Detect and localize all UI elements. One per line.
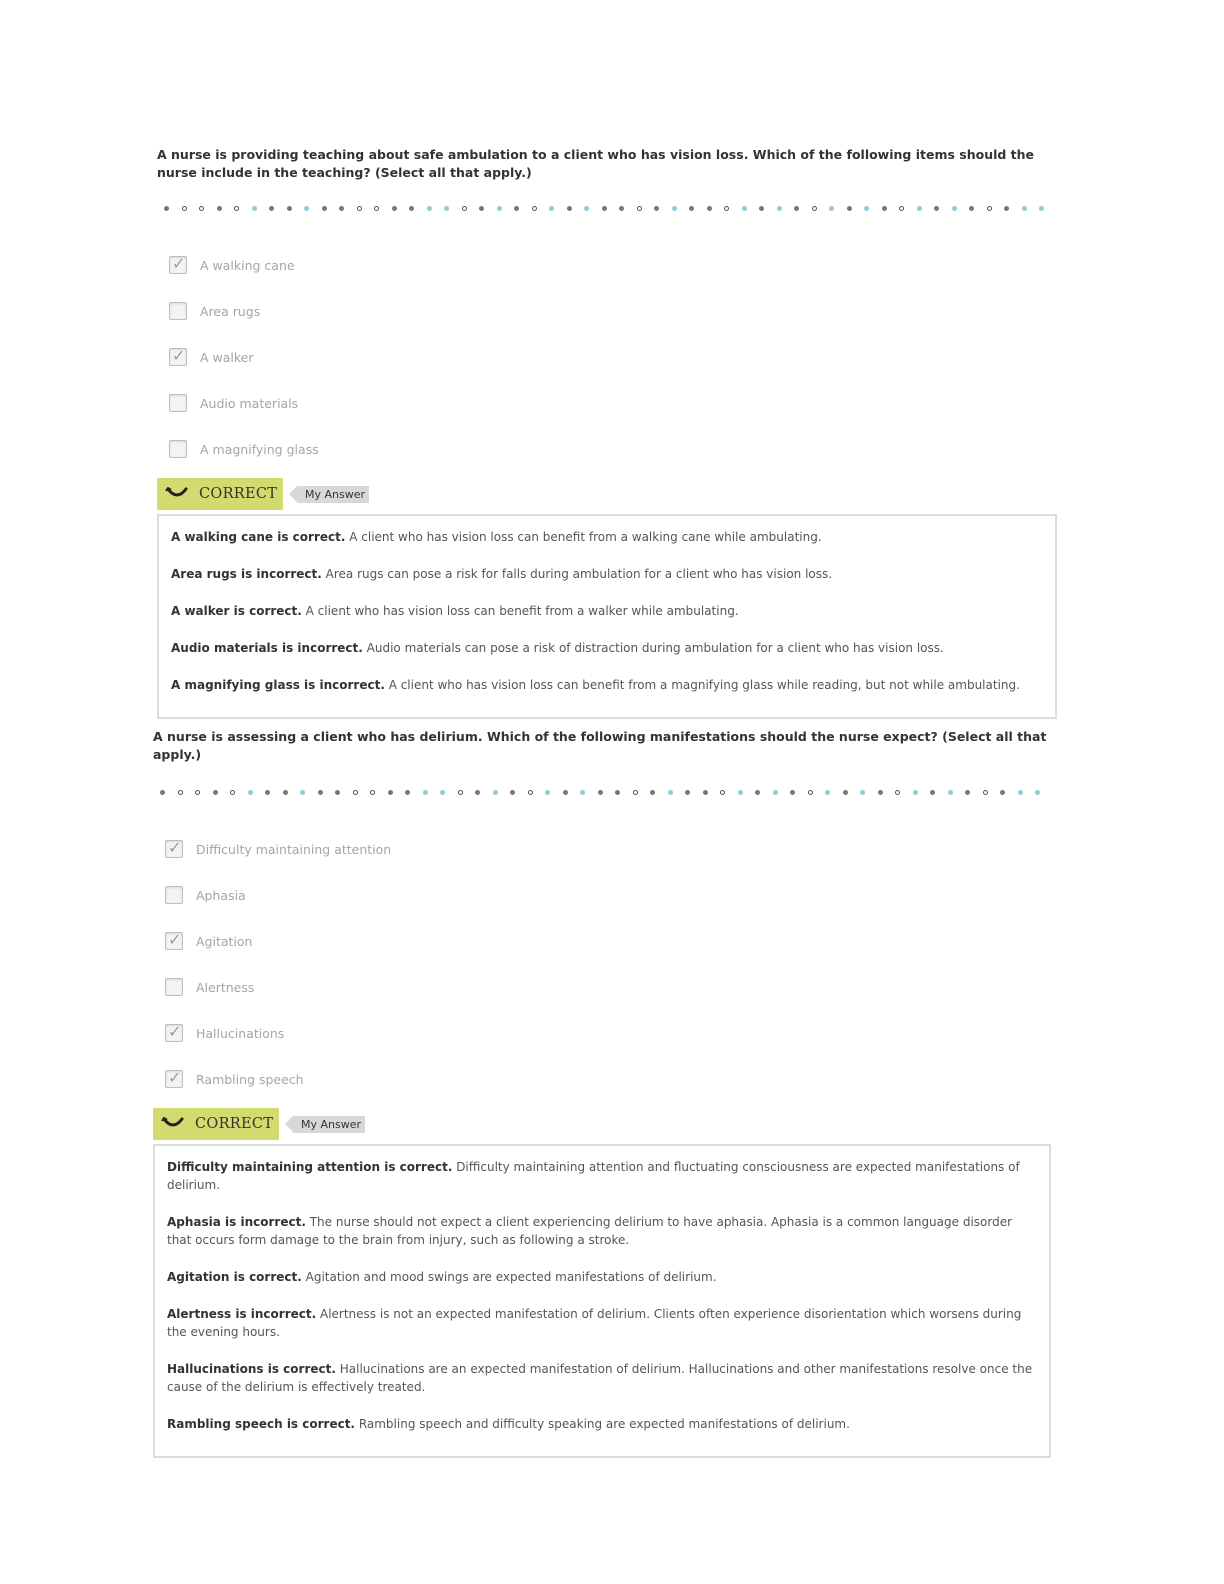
divider-dot [440,790,445,795]
divider-dot [248,790,253,795]
divider-dot [930,790,935,795]
divider-dot [829,206,834,211]
divider-dot [948,790,953,795]
option-checkbox[interactable] [165,932,183,950]
divider-dot [899,206,904,211]
divider-dot [269,206,274,211]
question-text: A nurse is providing teaching about safe ambulation to a client who has vision loss. Which of the following items should the nurse include in the teaching? (Select all that apply.) [157,147,1035,180]
divider-dot [633,790,638,795]
divider-dot [514,206,519,211]
divider-dot [878,790,883,795]
rationale-item: Area rugs is incorrect. Area rugs can pose a risk for falls during ambulation for a client who has vision loss. [171,567,833,581]
divider-dot [580,790,585,795]
option-checkbox[interactable] [169,440,187,458]
option-item[interactable] [153,918,1053,964]
correct-label: CORRECT [199,486,278,502]
option-checkbox[interactable] [165,1070,183,1088]
rationale-item: Agitation is correct. Agitation and mood swings are expected manifestations of delirium. [167,1270,717,1284]
checkmark-icon: ✓ [168,838,182,857]
option-label: Aphasia [196,887,246,903]
divider-dot [462,206,467,211]
option-checkbox[interactable] [169,256,187,274]
option-label: Audio materials [200,395,299,411]
divider-dot [374,206,379,211]
option-item[interactable] [153,964,1053,1010]
divider-dot [895,790,900,795]
option-checkbox[interactable] [165,1024,183,1042]
divider-dot [283,790,288,795]
option-label: Difficulty maintaining attention [196,841,392,857]
correct-badge [153,1108,279,1140]
divider-dot [357,206,362,211]
option-label: A walker [200,349,254,365]
divider-dot [773,790,778,795]
option-checkbox[interactable] [165,840,183,858]
divider-dot [199,206,204,211]
divider-dot [860,790,865,795]
rationale-item: Difficulty maintaining attention is correct. Difficulty maintaining attention and fluctuating consciousness are expected manifestations of delirium. [167,1160,1020,1192]
question-2 [153,728,1053,1458]
rationale-item: Hallucinations is correct. Hallucinations are an expected manifestation of delirium. Hallucinations and other manifestations resolve once the cause of the delirium is effectively treated. [167,1362,1033,1394]
divider-dot [650,790,655,795]
divider-dot [392,206,397,211]
divider-dot [637,206,642,211]
question-text: A nurse is assessing a client who has delirium. Which of the following manifestations should the nurse expect? (Select all that apply.) [153,729,1047,762]
option-item[interactable] [157,334,1057,380]
option-item[interactable] [157,380,1057,426]
option-item[interactable] [157,288,1057,334]
rationale-item: A walker is correct. A client who has vision loss can benefit from a walker while ambulating. [171,604,739,618]
divider-dot [808,790,813,795]
divider-dot [532,206,537,211]
divider-dot [598,790,603,795]
divider-dot [458,790,463,795]
checkmark-icon: ✓ [172,254,186,273]
divider-dot [545,790,550,795]
option-checkbox[interactable] [169,302,187,320]
smile-curve-icon [165,487,189,501]
divider-dot [475,790,480,795]
checkmark-icon: ✓ [168,930,182,949]
divider-dot [864,206,869,211]
divider-dot [934,206,939,211]
divider-dot [983,790,988,795]
divider-dot [825,790,830,795]
divider-dot [234,206,239,211]
divider-dot [685,790,690,795]
divider-dot [917,206,922,211]
divider-dot [300,790,305,795]
option-checkbox[interactable] [165,978,183,996]
divider-dot [444,206,449,211]
option-checkbox[interactable] [169,394,187,412]
divider-dot [654,206,659,211]
divider-dot [707,206,712,211]
my-answer-tag[interactable]: My Answer [297,486,369,503]
divider-dot [493,790,498,795]
rationale-item: Aphasia is incorrect. The nurse should not expect a client experiencing delirium to have aphasia. Aphasia is a common language disorder that occurs form damage to the brain from injury, such as following a stroke. [167,1215,1013,1247]
divider-dot [847,206,852,211]
checkmark-icon: ✓ [168,1068,182,1087]
divider-dot [563,790,568,795]
divider-dot [759,206,764,211]
rationale-item: A walking cane is correct. A client who has vision loss can benefit from a walking cane while ambulating. [171,530,822,544]
divider-dot [790,790,795,795]
divider-dot [230,790,235,795]
divider-dot [479,206,484,211]
option-label: Hallucinations [196,1025,285,1041]
option-item[interactable] [153,1010,1053,1056]
divider-dot [164,206,169,211]
divider-dot [672,206,677,211]
rationale-box [157,514,1057,719]
result-row [153,1108,1053,1140]
divider-dot [1022,206,1027,211]
divider-dot [335,790,340,795]
option-label: Agitation [196,933,253,949]
divider-dot [843,790,848,795]
divider-dot [602,206,607,211]
divider-dot [987,206,992,211]
divider-dot [549,206,554,211]
divider-dot [668,790,673,795]
options-list [157,242,1057,472]
divider-dot [370,790,375,795]
option-label: Area rugs [200,303,261,319]
divider-dot [182,206,187,211]
dot-divider [153,790,1053,800]
option-label: Rambling speech [196,1071,304,1087]
checkmark-icon: ✓ [172,346,186,365]
divider-dot [619,206,624,211]
correct-badge [157,478,283,510]
options-list [153,826,1053,1102]
question-1 [157,146,1057,719]
divider-dot [1000,790,1005,795]
rationale-item: Alertness is incorrect. Alertness is not an expected manifestation of delirium. Clients often experience disorientation which worsens during the evening hours. [167,1307,1022,1339]
divider-dot [1039,206,1044,211]
divider-dot [195,790,200,795]
option-item[interactable] [157,242,1057,288]
divider-dot [969,206,974,211]
rationale-item: Audio materials is incorrect. Audio materials can pose a risk of distraction during ambulation for a client who has vision loss. [171,641,944,655]
divider-dot [615,790,620,795]
divider-dot [528,790,533,795]
divider-dot [1018,790,1023,795]
divider-dot [409,206,414,211]
option-checkbox[interactable] [169,348,187,366]
option-item[interactable] [153,826,1053,872]
divider-dot [777,206,782,211]
divider-dot [427,206,432,211]
divider-dot [567,206,572,211]
option-label: A magnifying glass [200,441,319,457]
divider-dot [287,206,292,211]
divider-dot [703,790,708,795]
option-item[interactable] [157,426,1057,472]
divider-dot [584,206,589,211]
divider-dot [252,206,257,211]
divider-dot [213,790,218,795]
divider-dot [265,790,270,795]
divider-dot [689,206,694,211]
correct-label: CORRECT [195,1116,274,1132]
divider-dot [388,790,393,795]
divider-dot [322,206,327,211]
divider-dot [405,790,410,795]
divider-dot [742,206,747,211]
my-answer-tag[interactable]: My Answer [293,1116,365,1133]
divider-dot [510,790,515,795]
divider-dot [304,206,309,211]
option-checkbox[interactable] [165,886,183,904]
divider-dot [339,206,344,211]
divider-dot [720,790,725,795]
divider-dot [882,206,887,211]
divider-dot [318,790,323,795]
divider-dot [1004,206,1009,211]
divider-dot [724,206,729,211]
divider-dot [217,206,222,211]
divider-dot [952,206,957,211]
checkmark-icon: ✓ [168,1022,182,1041]
result-row [157,478,1057,510]
divider-dot [497,206,502,211]
rationale-item: Rambling speech is correct. Rambling speech and difficulty speaking are expected manifestations of delirium. [167,1417,850,1431]
option-label: Alertness [196,979,255,995]
divider-dot [738,790,743,795]
divider-dot [794,206,799,211]
divider-dot [160,790,165,795]
divider-dot [913,790,918,795]
rationale-box [153,1144,1051,1458]
divider-dot [812,206,817,211]
option-item[interactable] [153,1056,1053,1102]
rationale-item: A magnifying glass is incorrect. A client who has vision loss can benefit from a magnifying glass while reading, but not while ambulating. [171,678,1020,692]
divider-dot [353,790,358,795]
divider-dot [1035,790,1040,795]
divider-dot [755,790,760,795]
smile-curve-icon [161,1117,185,1131]
divider-dot [965,790,970,795]
dot-divider [157,206,1057,216]
divider-dot [178,790,183,795]
divider-dot [423,790,428,795]
option-label: A walking cane [200,257,295,273]
option-item[interactable] [153,872,1053,918]
